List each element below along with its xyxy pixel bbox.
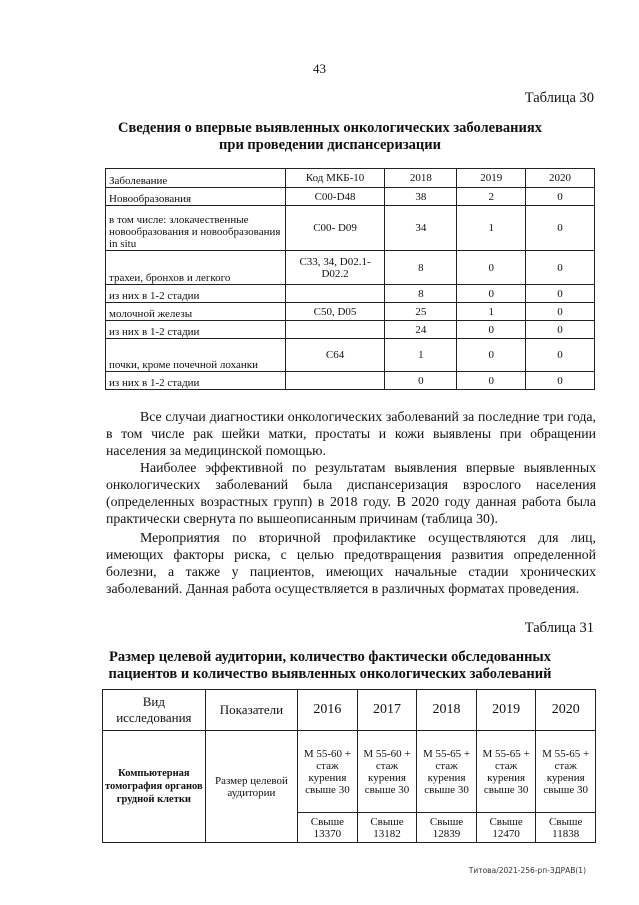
- cell-code: [285, 321, 385, 339]
- table-31-title-line2: пациентов и количество выявленных онкологических заболеваний: [108, 666, 552, 682]
- cell-2019: 0: [457, 321, 526, 339]
- table-row: [106, 321, 595, 339]
- table-row: [106, 206, 595, 251]
- table-31-caption: Таблица 31: [524, 620, 594, 636]
- table-row: [106, 188, 595, 206]
- cell-2018: 25: [385, 303, 457, 321]
- cell-2020: 0: [526, 303, 595, 321]
- cell-2020: 0: [526, 251, 595, 285]
- cell-count: Свыше 13370: [298, 813, 358, 843]
- table-header-row: [103, 690, 596, 731]
- table-row: [106, 372, 595, 390]
- cell-criteria: М 55-60 + стаж курения свыше 30: [357, 731, 417, 813]
- cell-disease: молочной железы: [106, 303, 286, 321]
- table-row: [106, 285, 595, 303]
- header-2016: 2016: [298, 690, 358, 731]
- table-header-row: [106, 169, 595, 188]
- header-study: Вид исследования: [103, 690, 206, 731]
- cell-disease: из них в 1-2 стадии: [106, 372, 286, 390]
- cell-2019: 0: [457, 285, 526, 303]
- cell-disease: почки, кроме почечной лоханки: [106, 339, 286, 372]
- paragraph-3: Мероприятия по вторичной профилактике осуществляются для лиц, имеющих факторы риска, с целью предотвращения развития определенной болезни, а также у пациентов, имеющих начальные стадии хронических заболеваний. Данная работа осуществляется в различных форматах проведения.: [106, 530, 596, 596]
- cell-2020: 0: [526, 206, 595, 251]
- header-2018: 2018: [417, 690, 477, 731]
- cell-disease: из них в 1-2 стадии: [106, 321, 286, 339]
- cell-code: С00- D09: [285, 206, 385, 251]
- cell-2018: 8: [385, 285, 457, 303]
- cell-2020: 0: [526, 285, 595, 303]
- cell-code: С33, 34, D02.1-D02.2: [285, 251, 385, 285]
- cell-count: Свыше 12839: [417, 813, 477, 843]
- table-row: [106, 339, 595, 372]
- table-row: [106, 303, 595, 321]
- cell-count: Свыше 12470: [476, 813, 536, 843]
- header-2020: 2020: [526, 169, 595, 188]
- cell-2018: 1: [385, 339, 457, 372]
- cell-code: С00-D48: [285, 188, 385, 206]
- cell-2019: 0: [457, 251, 526, 285]
- cell-2020: 0: [526, 372, 595, 390]
- cell-indicator: Размер целевой аудитории: [205, 731, 297, 843]
- body-paragraphs: [106, 408, 596, 527]
- document-footer-id: Титова/2021-256-рп-ЗДРАВ(1): [468, 866, 586, 875]
- cell-2019: 0: [457, 372, 526, 390]
- cell-criteria: М 55-65 + стаж курения свыше 30: [417, 731, 477, 813]
- body-paragraph-3-wrap: [106, 529, 596, 597]
- cell-2018: 8: [385, 251, 457, 285]
- table-30-title: [60, 120, 600, 154]
- table-30: [105, 168, 595, 390]
- header-2019: 2019: [476, 690, 536, 731]
- table-31-title: [60, 649, 600, 683]
- cell-count: Свыше 13182: [357, 813, 417, 843]
- header-code: Код МКБ-10: [285, 169, 385, 188]
- page-number: 43: [313, 61, 326, 76]
- cell-count: Свыше 11838: [536, 813, 596, 843]
- paragraph-2: Наиболее эффективной по результатам выявления впервые выявленных онкологических заболеваний была диспансеризация взрослого населения (определенных возрастных групп) в 2018 году. В 2020 году данная работа была практически свернута по вышеописанным причинам (таблица 30).: [106, 460, 596, 526]
- header-2018: 2018: [385, 169, 457, 188]
- header-2017: 2017: [357, 690, 417, 731]
- header-indicator: Показатели: [205, 690, 297, 731]
- cell-criteria: М 55-65 + стаж курения свыше 30: [476, 731, 536, 813]
- cell-2018: 38: [385, 188, 457, 206]
- cell-2018: 0: [385, 372, 457, 390]
- cell-2018: 24: [385, 321, 457, 339]
- cell-2020: 0: [526, 321, 595, 339]
- table-31-title-line1: Размер целевой аудитории, количество фактически обследованных: [108, 649, 552, 665]
- cell-code: [285, 372, 385, 390]
- cell-disease: в том числе: злокачественные новообразования и новообразования in situ: [106, 206, 286, 251]
- cell-2019: 1: [457, 303, 526, 321]
- table-30-title-line2: при проведении диспансеризации: [219, 137, 441, 153]
- cell-2018: 34: [385, 206, 457, 251]
- cell-disease: из них в 1-2 стадии: [106, 285, 286, 303]
- paragraph-1: Все случаи диагностики онкологических заболеваний за последние три года, в том числе рак шейки матки, простаты и кожи выявлены при обращении населения за медицинской помощью.: [106, 409, 596, 458]
- table-31: [102, 689, 596, 843]
- header-disease: Заболевание: [106, 169, 286, 188]
- cell-2019: 2: [457, 188, 526, 206]
- table-30-title-line1: Сведения о впервые выявленных онкологических заболеваниях: [118, 120, 542, 136]
- cell-disease: трахеи, бронхов и легкого: [106, 251, 286, 285]
- cell-study: Компьютерная томография органов грудной клетки: [103, 731, 206, 843]
- cell-criteria: М 55-65 + стаж курения свыше 30: [536, 731, 596, 813]
- cell-code: С50, D05: [285, 303, 385, 321]
- cell-2020: 0: [526, 188, 595, 206]
- table-row: [106, 251, 595, 285]
- cell-2019: 0: [457, 339, 526, 372]
- cell-criteria: М 55-60 + стаж курения свыше 30: [298, 731, 358, 813]
- table-30-caption: Таблица 30: [524, 90, 594, 106]
- header-2020: 2020: [536, 690, 596, 731]
- table-row: [103, 731, 596, 813]
- cell-code: С64: [285, 339, 385, 372]
- cell-disease: Новообразования: [106, 188, 286, 206]
- cell-2020: 0: [526, 339, 595, 372]
- header-2019: 2019: [457, 169, 526, 188]
- cell-2019: 1: [457, 206, 526, 251]
- cell-code: [285, 285, 385, 303]
